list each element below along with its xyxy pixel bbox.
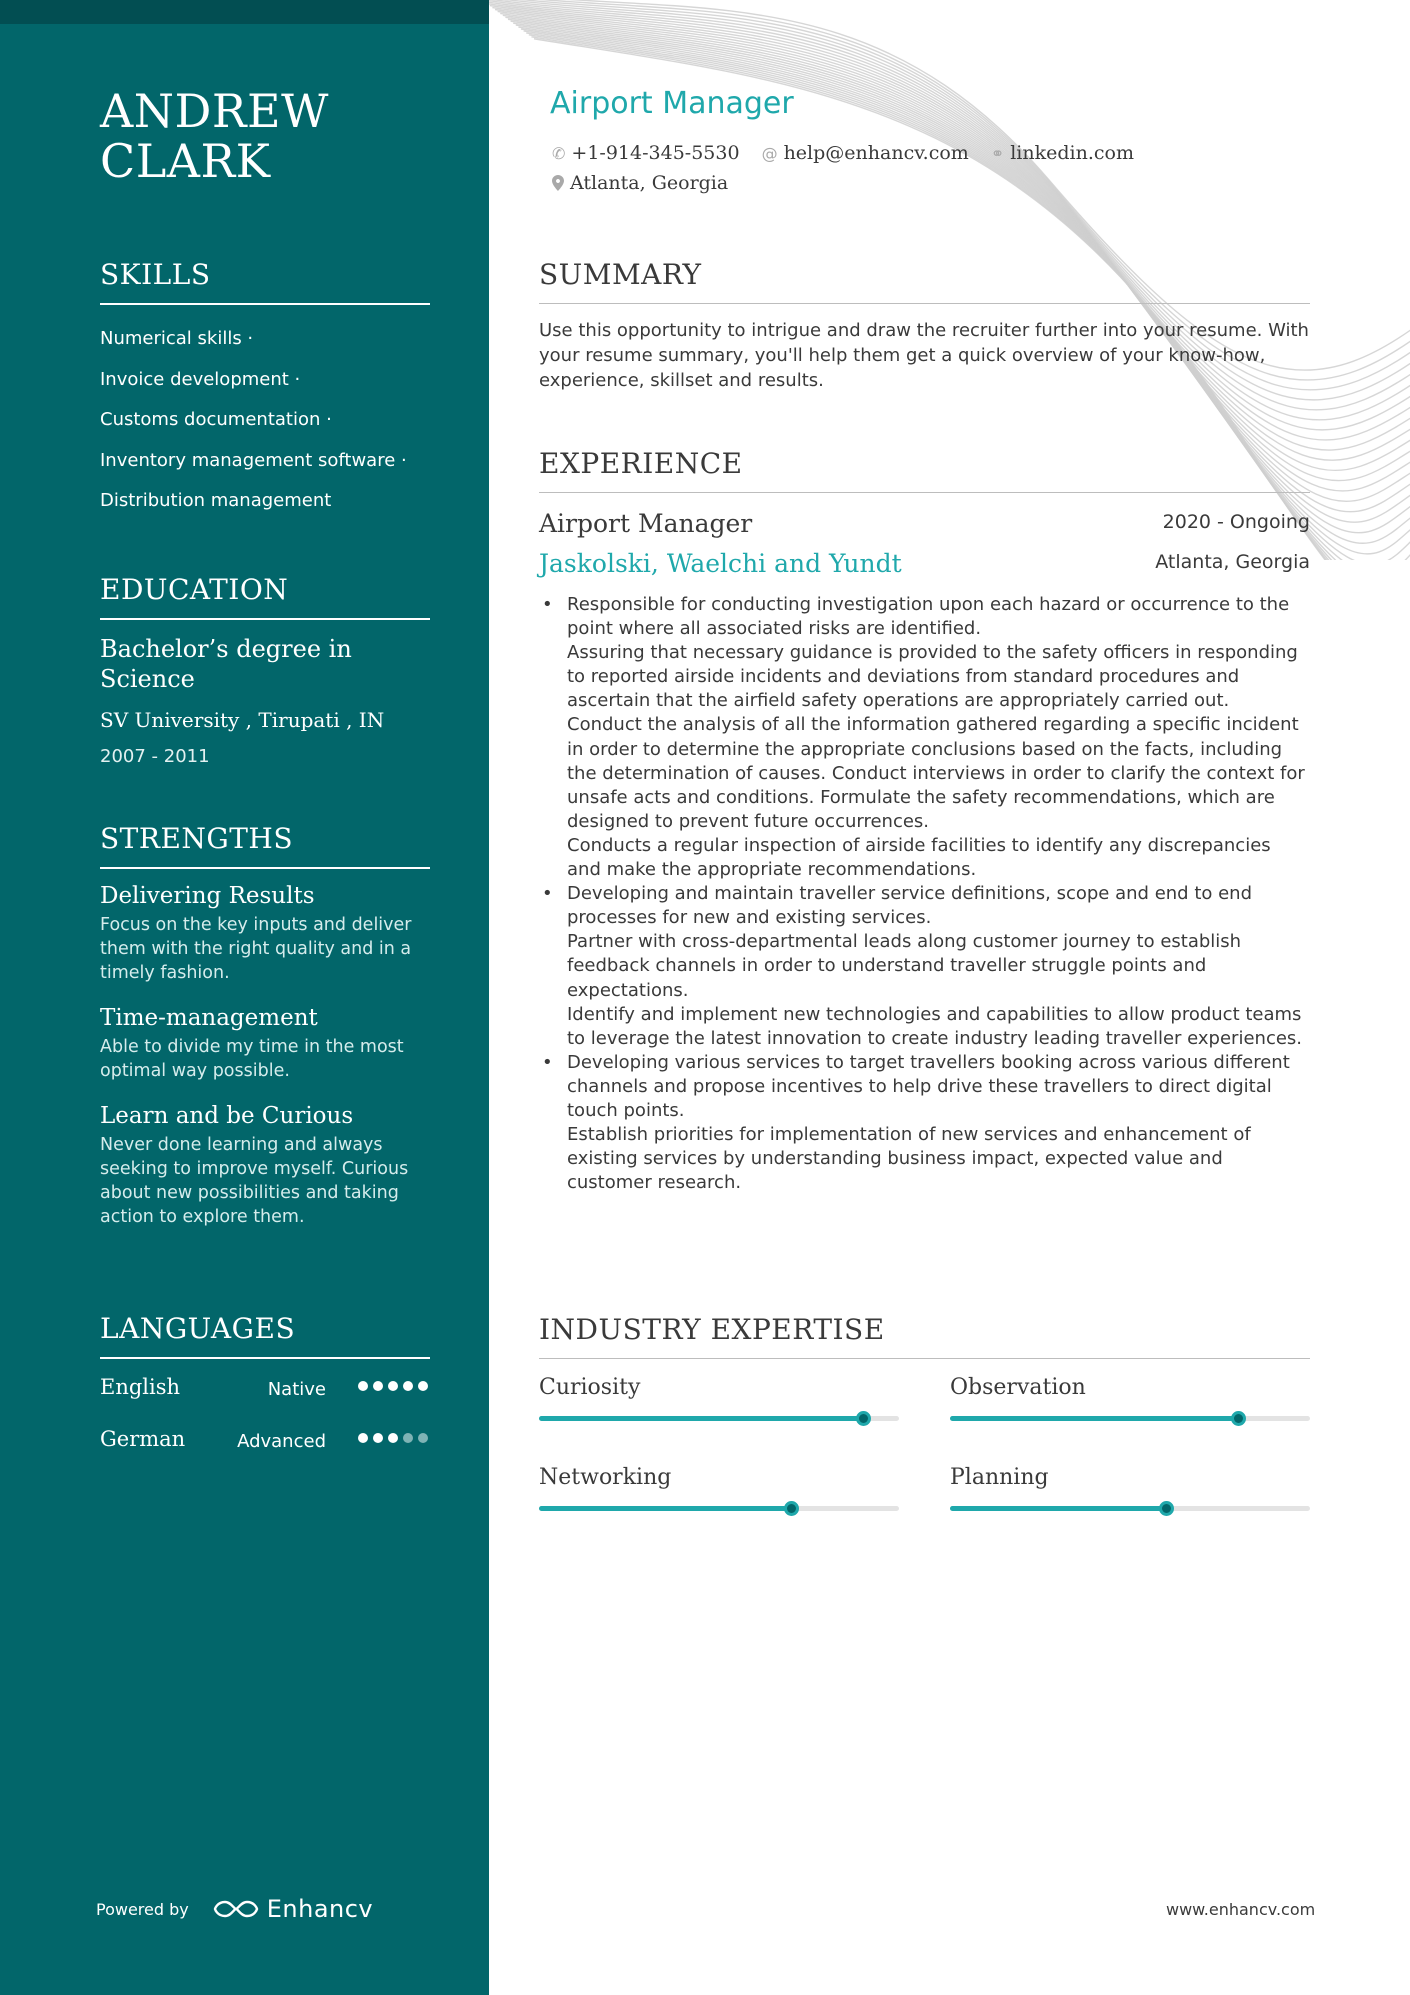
- bullet-line: • Developing and maintain traveller service definitions, scope and end to end processes for new and existing services.: [567, 883, 1253, 929]
- candidate-name: [100, 86, 329, 186]
- enhancv-logo-link[interactable]: [213, 1895, 373, 1923]
- skill-item: Inventory management software ·: [100, 449, 407, 471]
- expertise-item: [950, 1465, 1310, 1511]
- expertise-label: Networking: [539, 1465, 672, 1490]
- language-level: Advanced: [237, 1431, 326, 1452]
- expertise-item: [950, 1375, 1310, 1421]
- language-rating: [358, 1381, 428, 1391]
- last-name: CLARK: [100, 134, 271, 188]
- skills-section: [100, 258, 430, 522]
- experience-section: [539, 447, 1310, 1195]
- rating-dot: [388, 1381, 398, 1391]
- expertise-label: Observation: [950, 1375, 1086, 1400]
- contact-row: [552, 142, 1134, 164]
- rating-dot: [403, 1433, 413, 1443]
- expertise-bar: [950, 1506, 1310, 1511]
- expertise-bar-fill: [950, 1416, 1238, 1421]
- rating-dot: [418, 1433, 428, 1443]
- strengths-heading: STRENGTHS: [100, 822, 430, 869]
- summary-heading: SUMMARY: [539, 258, 1310, 304]
- job-title: Airport Manager: [550, 86, 794, 121]
- bullet-line: Conduct the analysis of all the information gathered regarding a specific incident in order to determine the appropriate conclusions based on the facts, including the determination of causes. Conduct interviews in order to clarify the context for unsafe acts and conditions. Formulate the safety recommendations, which are designed to prevent future occurrences.: [567, 714, 1305, 832]
- industry-expertise-heading: INDUSTRY EXPERTISE: [539, 1313, 1310, 1359]
- skill-item: Distribution management: [100, 490, 332, 511]
- skill-item: Customs documentation ·: [100, 409, 332, 430]
- expertise-bar-knob: [784, 1501, 799, 1516]
- rating-dot: [373, 1381, 383, 1391]
- expertise-label: Curiosity: [539, 1375, 641, 1400]
- experience-bullet: [539, 882, 1310, 1051]
- rating-dot: [388, 1433, 398, 1443]
- expertise-bar: [539, 1416, 899, 1421]
- bullet-line: Conducts a regular inspection of airside facilities to identify any discrepancies and make the appropriate recommendations.: [567, 834, 1271, 881]
- strength-description: Never done learning and always seeking to improve myself. Curious about new possibilities and taking action to explore them.: [100, 1135, 409, 1227]
- strength-description: Focus on the key inputs and deliver them with the right quality and in a timely fashion.: [100, 915, 412, 983]
- rating-dot: [373, 1433, 383, 1443]
- linkedin-text: linkedin.com: [1010, 142, 1134, 164]
- language-rating: [358, 1433, 428, 1443]
- bullet-line: Establish priorities for implementation of new services and enhancement of existing services by understanding business impact, expected value and customer research.: [567, 1124, 1251, 1194]
- industry-expertise-section: [539, 1313, 1310, 1535]
- experience-bullets: [539, 593, 1310, 1195]
- expertise-bar: [539, 1506, 899, 1511]
- summary-text: Use this opportunity to intrigue and draw the recruiter further into your resume. With your resume summary, you'll help them get a quick overview of your know-how, experience, skillset and results.: [539, 320, 1309, 391]
- powered-by: [96, 1895, 373, 1923]
- experience-header: [539, 509, 1310, 549]
- contact-phone[interactable]: [552, 142, 740, 164]
- expertise-grid: [539, 1375, 1310, 1535]
- location-text: Atlanta, Georgia: [570, 172, 729, 194]
- expertise-bar-knob: [856, 1411, 871, 1426]
- education-school: SV University , Tirupati , IN: [100, 708, 385, 732]
- skill-item: Invoice development ·: [100, 368, 301, 390]
- expertise-bar-knob: [1231, 1411, 1246, 1426]
- bullet-line: Identify and implement new technologies and capabilities to allow product teams to leverage the latest innovation to create industry leading traveller experiences.: [567, 1003, 1303, 1049]
- strength-title: Learn and be Curious: [100, 1103, 354, 1129]
- phone-text: +1-914-345-5530: [571, 142, 740, 164]
- experience-bullet: [539, 593, 1310, 882]
- expertise-item: [539, 1465, 899, 1511]
- email-text: help@enhancv.com: [783, 142, 969, 164]
- language-name: German: [100, 1427, 186, 1451]
- expertise-bar-fill: [539, 1506, 791, 1511]
- strength-title: Time-management: [100, 1005, 318, 1031]
- strength-title: Delivering Results: [100, 883, 315, 909]
- languages-section: [100, 1312, 430, 1479]
- sidebar: [0, 0, 489, 1995]
- education-section: [100, 573, 430, 767]
- rating-dot: [418, 1381, 428, 1391]
- contact-row-location: [552, 172, 728, 194]
- expertise-item: [539, 1375, 899, 1421]
- enhancv-site-link[interactable]: www.enhancv.com: [1166, 1900, 1316, 1919]
- bullet-line: • Developing various services to target travellers booking across various different channels and propose incentives to help drive these travellers to direct digital touch points.: [567, 1051, 1290, 1121]
- enhancv-logo-icon: [213, 1898, 259, 1920]
- enhancv-brand-name: Enhancv: [266, 1895, 374, 1923]
- expertise-bar: [950, 1416, 1310, 1421]
- skills-heading: SKILLS: [100, 258, 430, 305]
- strengths-section: [100, 822, 430, 1249]
- expertise-label: Planning: [950, 1465, 1049, 1490]
- rating-dot: [358, 1433, 368, 1443]
- experience-role: Airport Manager: [539, 509, 753, 538]
- experience-bullet: [539, 1051, 1310, 1196]
- bullet-line: • Responsible for conducting investigation upon each hazard or occurrence to the point where all associated risks are identified.: [567, 594, 1290, 640]
- sidebar-top-bar: [0, 0, 489, 24]
- at-icon: @: [761, 143, 778, 163]
- language-row: [100, 1375, 430, 1427]
- expertise-bar-fill: [950, 1506, 1166, 1511]
- language-name: English: [100, 1375, 181, 1399]
- language-level: Native: [267, 1379, 326, 1400]
- bullet-line: Partner with cross-departmental leads along customer journey to establish feedback channels in order to understand traveller struggle points and expectations.: [567, 931, 1242, 1001]
- experience-company: Jaskolski, Waelchi and Yundt: [539, 549, 902, 578]
- contact-location: [552, 172, 728, 194]
- contact-linkedin[interactable]: [991, 142, 1134, 164]
- experience-subheader: [539, 549, 1310, 587]
- languages-heading: LANGUAGES: [100, 1312, 430, 1359]
- location-pin-icon: [552, 175, 564, 191]
- first-name: ANDREW: [100, 84, 329, 138]
- experience-location: Atlanta, Georgia: [1155, 551, 1310, 573]
- rating-dot: [358, 1381, 368, 1391]
- bullet-line: Assuring that necessary guidance is provided to the safety officers in responding to reported airside incidents and deviations from standard procedures and ascertain that the airfield safety operations are appropriately carried out.: [567, 642, 1298, 712]
- summary-section: [539, 258, 1310, 393]
- link-icon: ⚭: [990, 143, 1005, 163]
- phone-icon: ✆: [552, 143, 566, 163]
- education-degree: Bachelor’s degree in Science: [100, 635, 352, 693]
- expertise-bar-knob: [1159, 1501, 1174, 1516]
- powered-by-label: Powered by: [96, 1899, 189, 1919]
- education-dates: 2007 - 2011: [100, 746, 210, 767]
- rating-dot: [403, 1381, 413, 1391]
- experience-heading: EXPERIENCE: [539, 447, 1310, 493]
- experience-dates: 2020 - Ongoing: [1162, 511, 1310, 533]
- education-heading: EDUCATION: [100, 573, 430, 620]
- skill-item: Numerical skills ·: [100, 328, 254, 349]
- strength-description: Able to divide my time in the most optimal way possible.: [100, 1037, 404, 1081]
- expertise-bar-fill: [539, 1416, 863, 1421]
- contact-email[interactable]: [762, 142, 969, 164]
- language-row: [100, 1427, 430, 1479]
